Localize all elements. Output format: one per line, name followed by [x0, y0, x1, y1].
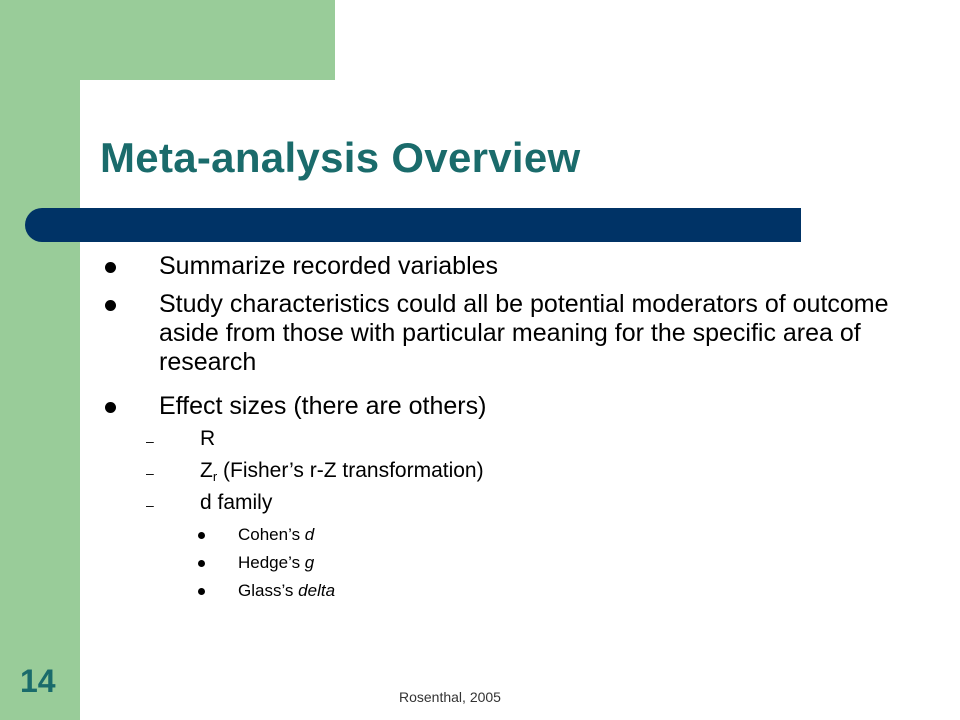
dash-icon: –	[146, 433, 154, 449]
effect-size-symbol: delta	[298, 581, 336, 600]
sub-bullet-text	[200, 459, 484, 482]
slide-title: Meta-analysis Overview	[100, 134, 581, 181]
bullet-item	[159, 392, 899, 421]
z-description: (Fisher’s r-Z transformation)	[217, 459, 484, 482]
dash-icon: –	[146, 497, 154, 513]
effect-size-name: Hedge’s	[238, 553, 305, 572]
bullet-dot-icon	[198, 532, 205, 539]
effect-size-name: Glass’s	[238, 581, 299, 600]
sub-sub-bullet-item	[238, 525, 314, 545]
bullet-item	[159, 252, 899, 281]
bullet-dot-icon	[198, 588, 205, 595]
effect-size-symbol: d	[304, 525, 315, 544]
z-subscript: r	[212, 469, 218, 484]
bullet-item	[159, 290, 899, 377]
sub-bullet-item	[146, 491, 273, 515]
bullet-dot-icon	[198, 560, 205, 567]
sub-sub-bullet-item	[238, 581, 335, 601]
sub-bullet-text: d family	[200, 491, 273, 514]
z-symbol: Z	[200, 459, 213, 482]
sub-bullet-item	[146, 427, 216, 451]
bullet-text: Summarize recorded variables	[159, 252, 499, 280]
effect-size-name: Cohen’s	[238, 525, 305, 544]
bullet-text: Effect sizes (there are others)	[159, 392, 487, 420]
sub-bullet-item	[146, 459, 484, 484]
sub-bullet-text: R	[200, 427, 216, 450]
bullet-dot-icon	[105, 262, 116, 273]
effect-size-symbol: g	[304, 553, 315, 572]
bullet-dot-icon	[105, 300, 116, 311]
slide-number: 14	[20, 663, 56, 699]
slide-footer-citation: Rosenthal, 2005	[399, 689, 501, 705]
dash-icon: –	[146, 465, 154, 481]
bullet-text: Study characteristics could all be potential moderators of outcome aside from those with particular meaning for the specific area of research	[159, 290, 889, 376]
sub-sub-bullet-item	[238, 553, 314, 573]
bullet-dot-icon	[105, 402, 116, 413]
